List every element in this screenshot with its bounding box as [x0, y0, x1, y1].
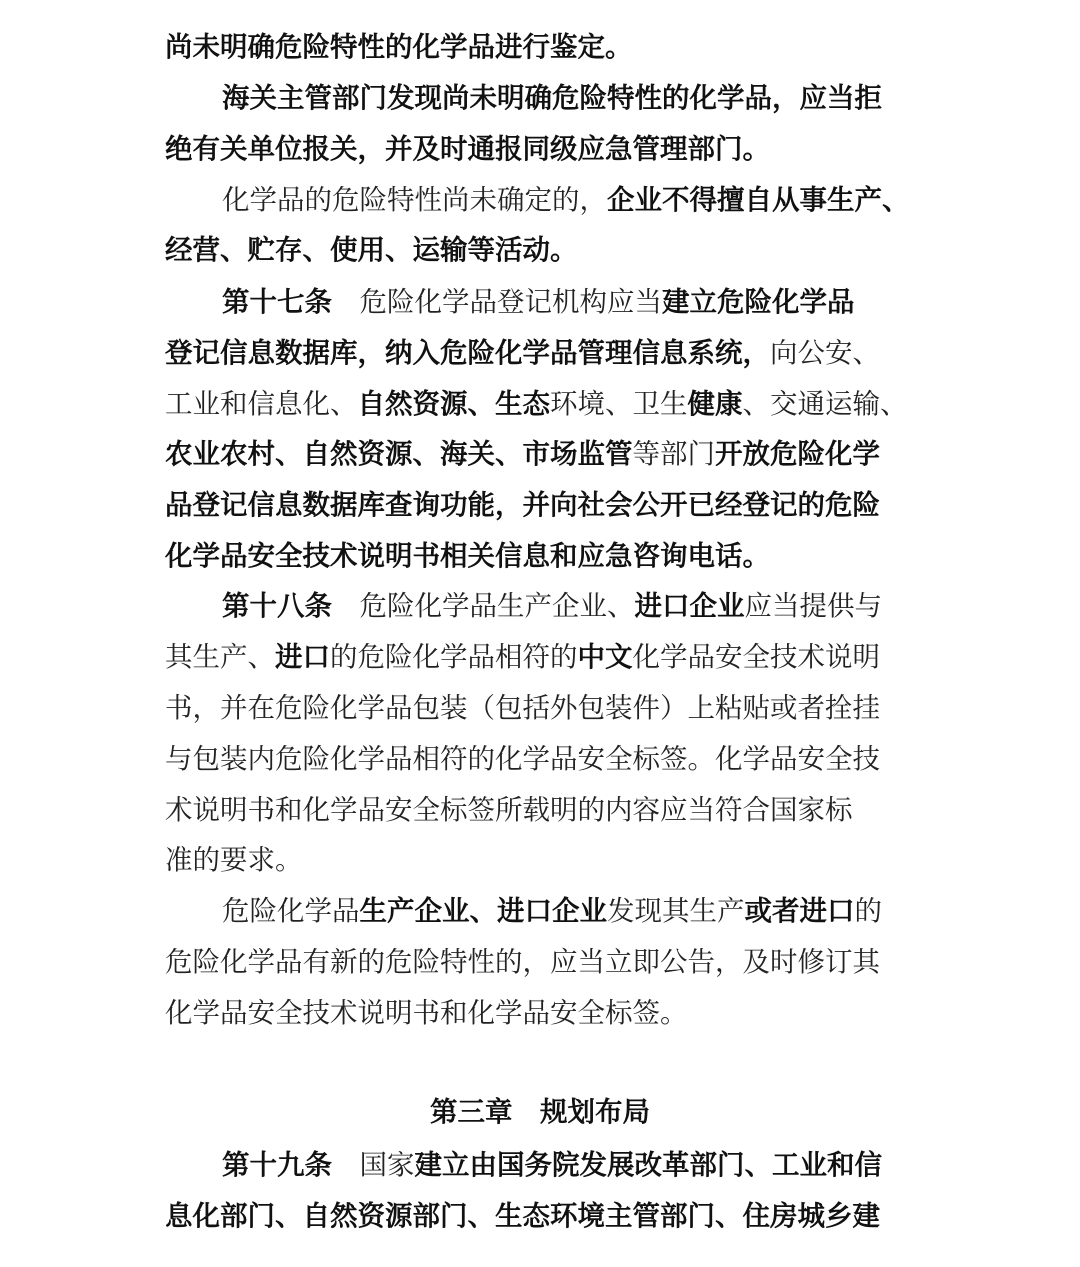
paragraph-line: [165, 993, 688, 1033]
bold-text-run: 建立由国务院发展改革部门、工业和信: [414, 1149, 882, 1181]
paragraph-line: [165, 27, 633, 67]
paragraph-line: [222, 78, 882, 118]
regular-text-run: 与包装内危险化学品相符的化学品安全标签。化学品安全技: [165, 743, 880, 775]
bold-text-run: 品登记信息数据库查询功能，并向社会公开已经登记的危险: [165, 489, 880, 521]
paragraph-line: [165, 333, 880, 373]
paragraph-line: [165, 384, 908, 424]
chapter-heading: 第三章 规划布局: [430, 1096, 650, 1128]
paragraph-line: [165, 434, 880, 474]
regular-text-run: 化学品安全技术说明: [632, 641, 880, 673]
regular-text-run: 的危险化学品相符的: [330, 641, 578, 673]
bold-text-run: 息化部门、自然资源部门、生态环境主管部门、住房城乡建: [165, 1200, 880, 1232]
bold-text-run: 建立危险化学品: [662, 286, 855, 318]
regular-text-run: 的: [854, 895, 882, 927]
regular-text-run: 、交通运输、: [742, 388, 908, 420]
paragraph-line: [222, 180, 910, 220]
paragraph-line: [165, 739, 880, 779]
paragraph-line: [165, 637, 880, 677]
paragraph-line: [165, 129, 770, 169]
bold-text-run: 进口企业: [634, 590, 745, 622]
regular-text-run: 等部门: [632, 438, 715, 470]
bold-text-run: 健康: [687, 388, 743, 420]
regular-text-run: 准的要求。: [165, 844, 303, 876]
regular-text-run: 危险化学品登记机构应当: [332, 286, 662, 318]
bold-text-run: 或者进口: [744, 895, 855, 927]
regular-text-run: 环境、卫生: [550, 388, 688, 420]
paragraph-line: [222, 891, 882, 931]
bold-text-run: 第十九条: [222, 1149, 332, 1181]
bold-text-run: 生产企业、进口企业: [359, 895, 607, 927]
tail-line: [222, 1145, 882, 1185]
regular-text-run: 化学品的危险特性尚未确定的，: [222, 184, 607, 216]
bold-text-run: 化学品安全技术说明书相关信息和应急咨询电话。: [165, 540, 770, 572]
paragraph-line: [165, 536, 770, 576]
regular-text-run: 向公安、: [770, 337, 880, 369]
bold-text-run: 经营、贮存、使用、运输等活动。: [165, 234, 578, 266]
bold-text-run: 自然资源、生态: [357, 388, 550, 420]
bold-text-run: 绝有关单位报关，并及时通报同级应急管理部门。: [165, 133, 770, 165]
bold-text-run: 海关主管部门发现尚未明确危险特性的化学品，应当拒: [222, 82, 882, 114]
regular-text-run: 发现其生产: [607, 895, 745, 927]
paragraph-line: [165, 688, 880, 728]
paragraph-line: [222, 586, 882, 626]
paragraph-line: [165, 485, 880, 525]
paragraph-line: [222, 282, 855, 322]
paragraph-line: [165, 230, 578, 270]
paragraph-line: [165, 790, 853, 830]
regular-text-run: 工业和信息化、: [165, 388, 358, 420]
bold-text-run: 登记信息数据库，纳入危险化学品管理信息系统，: [165, 337, 770, 369]
regular-text-run: 国家: [332, 1149, 415, 1181]
regular-text-run: 术说明书和化学品安全标签所载明的内容应当符合国家标: [165, 794, 853, 826]
bold-text-run: 中文: [577, 641, 633, 673]
regular-text-run: 书，并在危险化学品包装（包括外包装件）上粘贴或者拴挂: [165, 692, 880, 724]
tail-line: [165, 1196, 880, 1236]
regular-text-run: 危险化学品生产企业、: [332, 590, 635, 622]
bold-text-run: 第十八条: [222, 590, 332, 622]
bold-text-run: 开放危险化学: [715, 438, 880, 470]
bold-text-run: 企业不得擅自从事生产、: [607, 184, 910, 216]
bold-text-run: 第十七条: [222, 286, 332, 318]
regular-text-run: 危险化学品: [222, 895, 360, 927]
regular-text-run: 其生产、: [165, 641, 275, 673]
bold-text-run: 尚未明确危险特性的化学品进行鉴定。: [165, 31, 633, 63]
regular-text-run: 危险化学品有新的危险特性的，应当立即公告，及时修订其: [165, 946, 880, 978]
regular-text-run: 应当提供与: [744, 590, 882, 622]
bold-text-run: 农业农村、自然资源、海关、市场监管: [165, 438, 633, 470]
regular-text-run: 化学品安全技术说明书和化学品安全标签。: [165, 997, 688, 1029]
paragraph-line: [165, 942, 880, 982]
bold-text-run: 进口: [275, 641, 330, 673]
paragraph-line: [165, 840, 303, 880]
